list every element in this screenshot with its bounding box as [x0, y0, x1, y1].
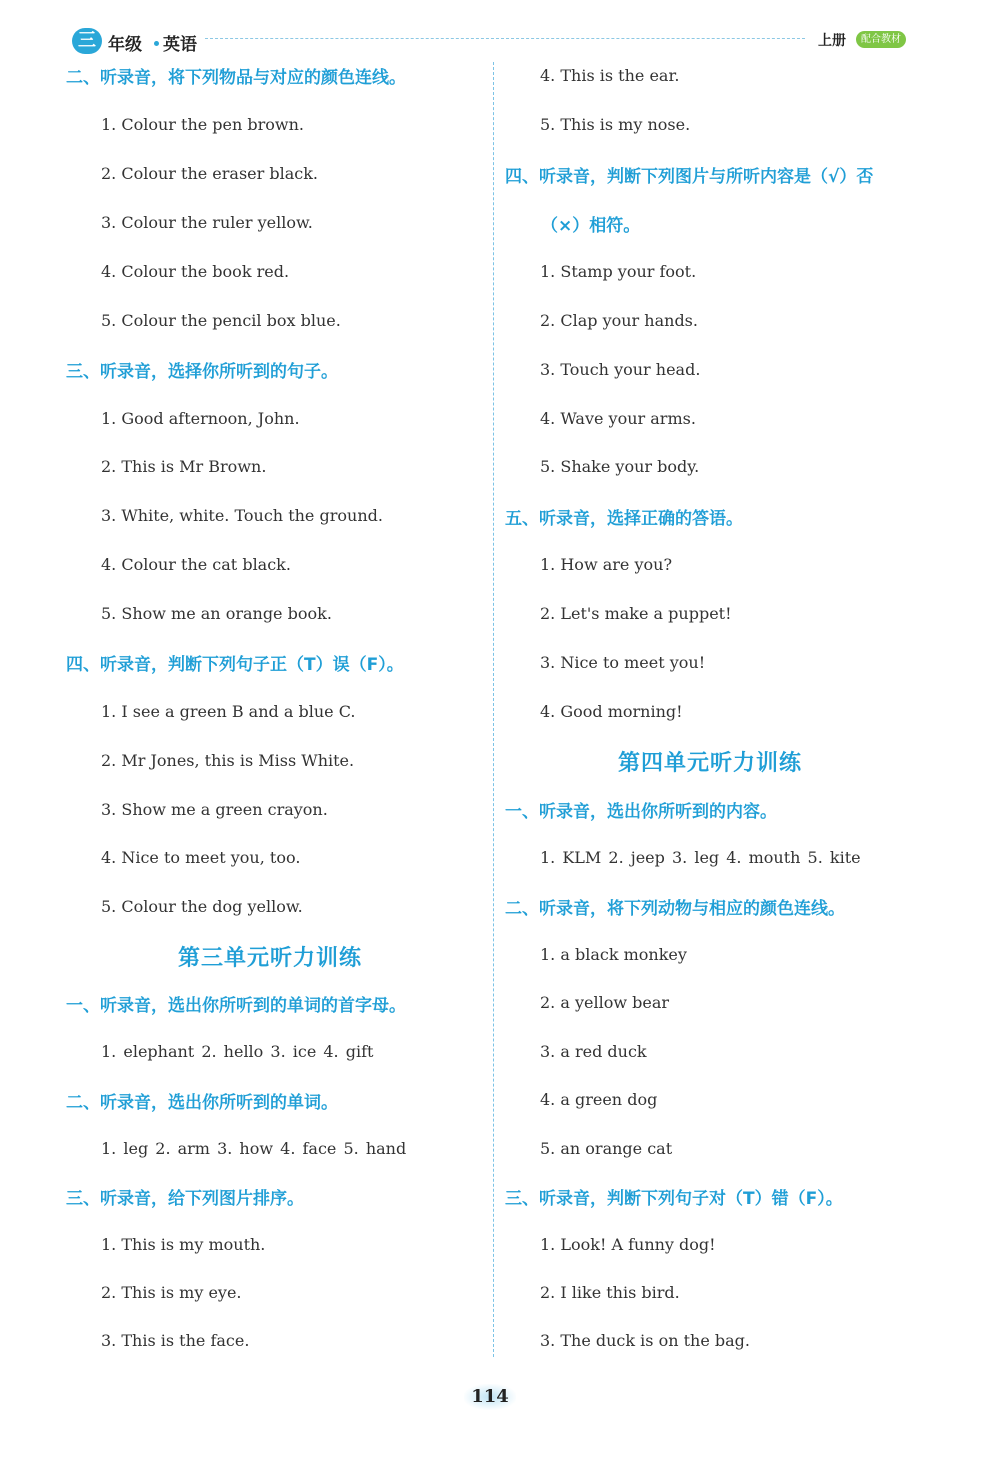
list-item: 4. Colour the cat black. [101, 555, 291, 574]
section-heading: 一、听录音，选出你所听到的单词的首字母。 [66, 996, 406, 1016]
page-number: 114 [464, 1384, 516, 1410]
list-item: 4. Wave your arms. [540, 409, 696, 428]
list-item: 5. This is my nose. [540, 115, 691, 134]
list-item: 1. Stamp your foot. [540, 262, 697, 281]
list-item: 1. KLM 2. jeep 3. leg 4. mouth 5. kite [540, 848, 861, 867]
list-item: 2. Mr Jones, this is Miss White. [101, 751, 355, 770]
list-item: 2. This is Mr Brown. [101, 457, 267, 476]
section-heading: 二、听录音，将下列物品与对应的颜色连线。 [66, 68, 406, 88]
list-item: 1. Look! A funny dog! [540, 1235, 716, 1254]
list-item: 1. This is my mouth. [101, 1235, 266, 1254]
list-item: 5. Shake your body. [540, 457, 700, 476]
list-item: 1. elephant 2. hello 3. ice 4. gift [101, 1042, 374, 1061]
list-item: 2. Clap your hands. [540, 311, 698, 330]
list-item: 4. Colour the book red. [101, 262, 290, 281]
section-heading: 三、听录音，判断下列句子对（T）错（F）。 [505, 1189, 843, 1209]
section-heading: 二、听录音，将下列动物与相应的颜色连线。 [505, 899, 845, 919]
list-item: 3. Colour the ruler yellow. [101, 213, 313, 232]
edition-badge: 配合教材 [856, 31, 906, 48]
separator-dot [154, 41, 159, 46]
list-item: 3. This is the face. [101, 1331, 250, 1350]
list-item: 3. White, white. Touch the ground. [101, 506, 383, 525]
section-heading: 一、听录音，选出你所听到的内容。 [505, 802, 777, 822]
list-item: 4. Nice to meet you, too. [101, 848, 301, 867]
list-item: 3. a red duck [540, 1042, 647, 1061]
list-item: 1. a black monkey [540, 945, 687, 964]
list-item: 3. Touch your head. [540, 360, 701, 379]
list-item: 2. a yellow bear [540, 993, 670, 1012]
grade-label: 年级 [108, 35, 142, 55]
unit-title: 第四单元听力训练 [618, 750, 803, 776]
column-divider [493, 62, 494, 1357]
list-item: 5. Show me an orange book. [101, 604, 332, 623]
volume-label: 上册 [818, 33, 846, 49]
list-item: 3. Show me a green crayon. [101, 800, 328, 819]
list-item: 5. an orange cat [540, 1139, 673, 1158]
list-item: 2. I like this bird. [540, 1283, 680, 1302]
list-item: 2. Colour the eraser black. [101, 164, 319, 183]
page-header [0, 0, 1000, 60]
list-item: 4. This is the ear. [540, 66, 680, 85]
section-heading: 五、听录音，选择正确的答语。 [505, 509, 743, 529]
list-item: 4. a green dog [540, 1090, 658, 1109]
header-rule [205, 38, 805, 39]
list-item: 4. Good morning! [540, 702, 683, 721]
list-item: 5. Colour the pencil box blue. [101, 311, 341, 330]
subject-label: 英语 [163, 35, 197, 55]
section-heading: 四、听录音，判断下列句子正（T）误（F）。 [66, 655, 404, 675]
list-item: 3. The duck is on the bag. [540, 1331, 751, 1350]
list-item: 1. Colour the pen brown. [101, 115, 305, 134]
list-item: 1. leg 2. arm 3. how 4. face 5. hand [101, 1139, 407, 1158]
section-heading: 三、听录音，选择你所听到的句子。 [66, 362, 338, 382]
list-item: 2. This is my eye. [101, 1283, 242, 1302]
list-item: 3. Nice to meet you! [540, 653, 706, 672]
unit-title: 第三单元听力训练 [178, 945, 363, 971]
section-heading-continued: （×）相符。 [541, 216, 641, 236]
list-item: 2. Let's make a puppet! [540, 604, 732, 623]
list-item: 1. How are you? [540, 555, 673, 574]
list-item: 5. Colour the dog yellow. [101, 897, 303, 916]
section-heading: 三、听录音，给下列图片排序。 [66, 1189, 304, 1209]
list-item: 1. I see a green B and a blue C. [101, 702, 356, 721]
grade-badge: 三 [72, 28, 102, 54]
section-heading: 四、听录音，判断下列图片与所听内容是（√）否 [505, 167, 874, 187]
section-heading: 二、听录音，选出你所听到的单词。 [66, 1093, 338, 1113]
list-item: 1. Good afternoon, John. [101, 409, 300, 428]
